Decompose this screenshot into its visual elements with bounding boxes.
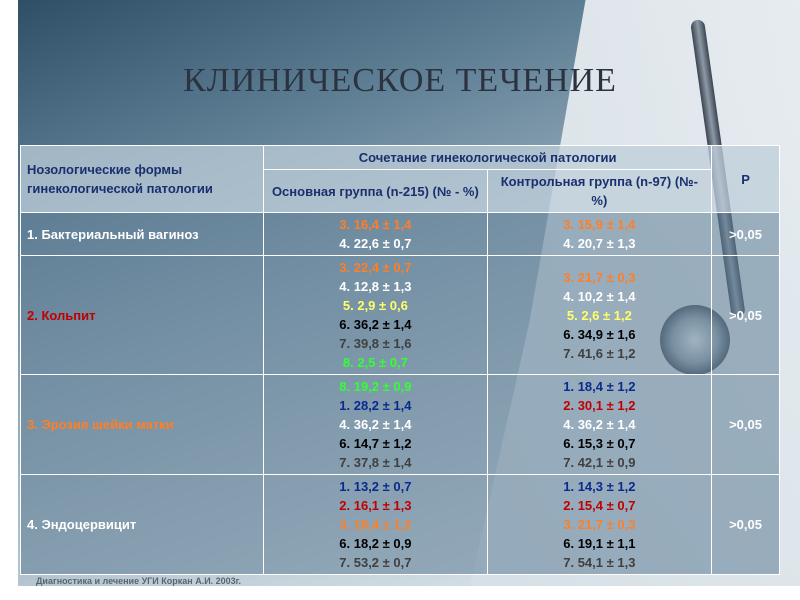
value-item: 1. 14,3 ± 1,2 [563, 479, 636, 494]
value-item: 4. 22,6 ± 0,7 [339, 236, 412, 251]
main-group-values [264, 213, 487, 256]
value-item: 3. 22,4 ± 0,7 [339, 260, 412, 275]
value-item: 4. 12,8 ± 1,3 [339, 279, 412, 294]
header-control-group: Контрольная группа (n-97) (№-%) [487, 170, 711, 213]
value-item: 4. 20,7 ± 1,3 [563, 236, 636, 251]
table-row [21, 375, 780, 475]
value-item: 6. 18,2 ± 0,9 [339, 536, 412, 551]
value-item: 7. 42,1 ± 0,9 [563, 455, 636, 470]
value-item: 3. 16,4 ± 1,4 [339, 217, 412, 232]
diagnosis-label: 2. Кольпит [27, 307, 96, 323]
value-item: 7. 37,8 ± 1,4 [339, 455, 412, 470]
value-item: 4. 36,2 ± 1,4 [563, 417, 636, 432]
value-item: 3. 21,7 ± 0,3 [563, 517, 636, 532]
p-value: >0,05 [712, 375, 780, 475]
value-item: 7. 41,6 ± 1,2 [563, 345, 636, 361]
table-row [21, 475, 780, 575]
header-forms: Нозологические формы гинекологической патологии [21, 146, 264, 213]
header-p: P [712, 146, 780, 213]
value-item: 3. 18,4 ± 1,2 [339, 517, 412, 532]
row-diagnosis [21, 375, 264, 475]
table-row [21, 256, 780, 375]
control-group-values [487, 375, 711, 475]
value-item: 1. 28,2 ± 1,4 [339, 398, 412, 413]
row-diagnosis [21, 213, 264, 256]
value-item: 8. 2,5 ± 0,7 [342, 355, 408, 370]
value-item: 2. 30,1 ± 1,2 [563, 398, 636, 413]
clinical-course-table [20, 145, 780, 575]
slide-title: КЛИНИЧЕСКОЕ ТЕЧЕНИЕ [183, 62, 617, 99]
diagnosis-label: 1. Бактериальный вагиноз [27, 226, 199, 242]
control-group-values [487, 213, 711, 256]
control-group-values [487, 256, 711, 375]
header-combination: Сочетание гинекологической патологии [264, 146, 712, 170]
value-item: 6. 15,3 ± 0,7 [563, 436, 636, 451]
value-item: 6. 14,7 ± 1,2 [339, 436, 412, 451]
row-diagnosis [21, 475, 264, 575]
header-main-group: Основная группа (n-215) (№ - %) [264, 170, 487, 213]
value-item: 1. 18,4 ± 1,2 [563, 379, 636, 394]
value-item: 6. 34,9 ± 1,6 [563, 326, 636, 342]
p-value: >0,05 [712, 256, 780, 375]
value-item: 1. 13,2 ± 0,7 [339, 479, 412, 494]
value-item: 6. 19,1 ± 1,1 [563, 536, 636, 551]
diagnosis-label: 4. Эндоцервицит [27, 517, 137, 532]
main-group-values [264, 256, 487, 375]
control-group-values [487, 475, 711, 575]
p-value: >0,05 [712, 213, 780, 256]
value-item: 3. 15,9 ± 1,4 [563, 217, 636, 232]
value-item: 7. 53,2 ± 0,7 [339, 555, 412, 570]
value-item: 8. 19,2 ± 0,9 [339, 379, 412, 394]
value-item: 7. 39,8 ± 1,6 [339, 336, 412, 351]
value-item: 2. 15,4 ± 0,7 [563, 498, 636, 513]
diagnosis-label: 3. Эрозия шейки матки [27, 417, 174, 432]
value-item: 5. 2,6 ± 1,2 [566, 307, 632, 323]
p-value: >0,05 [712, 475, 780, 575]
value-item: 2. 16,1 ± 1,3 [339, 498, 412, 513]
main-group-values [264, 475, 487, 575]
main-group-values [264, 375, 487, 475]
value-item: 4. 10,2 ± 1,4 [563, 288, 636, 304]
footer-credit: Диагностика и лечение УГИ Коркан А.И. 2003г. [36, 576, 242, 586]
row-diagnosis [21, 256, 264, 375]
table-row [21, 213, 780, 256]
value-item: 3. 21,7 ± 0,3 [563, 269, 636, 285]
value-item: 5. 2,9 ± 0,6 [342, 298, 408, 313]
value-item: 4. 36,2 ± 1,4 [339, 417, 412, 432]
value-item: 7. 54,1 ± 1,3 [563, 555, 636, 570]
value-item: 6. 36,2 ± 1,4 [339, 317, 412, 332]
